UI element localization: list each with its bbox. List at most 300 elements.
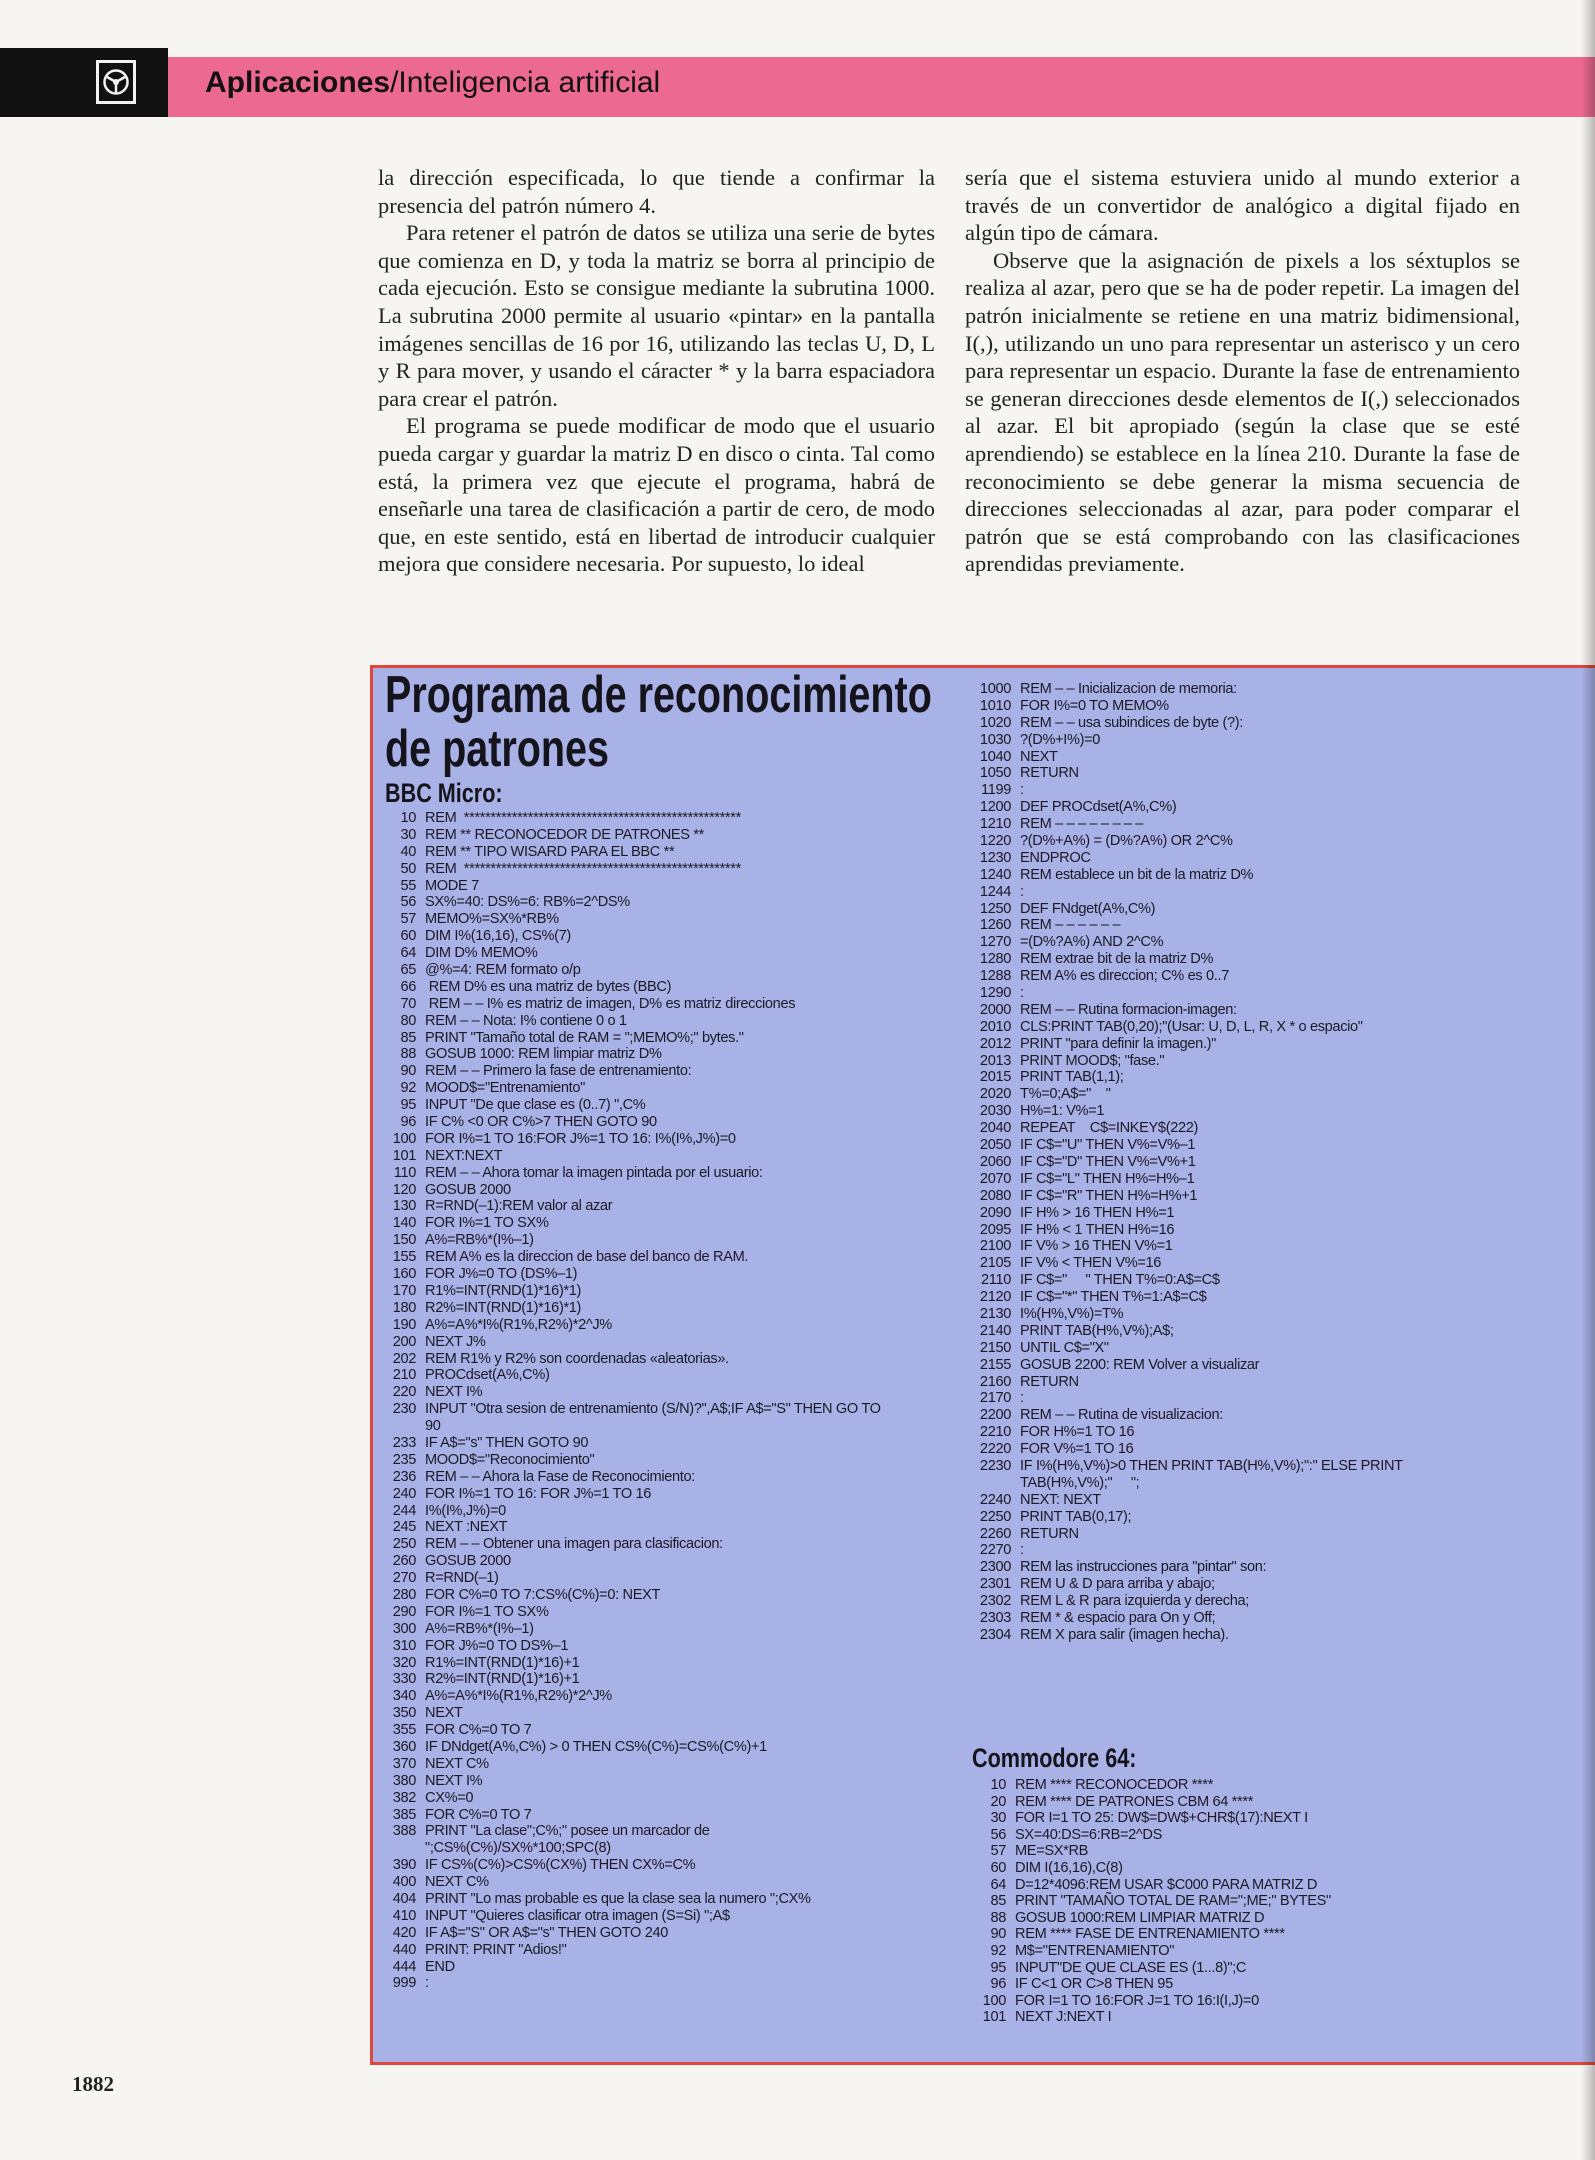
code-text: IF C<1 OR C>8 THEN 95 <box>1015 1976 1173 1993</box>
code-text: REM ** TIPO WISARD PARA EL BBC ** <box>425 843 675 860</box>
line-number: 65 <box>400 962 416 979</box>
section-title <box>205 63 660 103</box>
code-text: IF C$="*" THEN T%=1:A$=C$ <box>1020 1289 1207 1306</box>
code-line <box>964 1441 1403 1458</box>
code-text: FOR I%=0 TO MEMO% <box>1020 697 1169 714</box>
code-text: CLS:PRINT TAB(0,20);"(Usar: U, D, L, R, X * o espacio" <box>1020 1018 1363 1035</box>
code-line <box>964 1374 1403 1391</box>
code-line <box>378 827 881 844</box>
code-line <box>964 681 1403 698</box>
line-number: 1270 <box>979 934 1011 951</box>
line-number: 190 <box>392 1316 416 1333</box>
code-text: REM – – Inicializacion de memoria: <box>1020 681 1237 697</box>
line-number: 80 <box>400 1012 416 1029</box>
page-edge-shadow <box>1581 0 1595 2160</box>
code-text: NEXT I% <box>425 1384 483 1401</box>
line-number: 2230 <box>979 1457 1011 1474</box>
line-number: 160 <box>392 1266 416 1283</box>
steering-wheel-icon <box>96 60 136 104</box>
code-line <box>378 1165 881 1182</box>
line-number: 56 <box>990 1826 1006 1843</box>
code-text: REM A% es la direccion de base del banco de RAM. <box>425 1249 749 1266</box>
code-line <box>378 894 881 911</box>
line-number: 999 <box>392 1975 416 1992</box>
line-number: 88 <box>400 1046 416 1063</box>
code-text: IF A$="s" THEN GOTO 90 <box>425 1434 589 1451</box>
code-line <box>378 1148 881 1165</box>
line-number: 235 <box>392 1451 416 1468</box>
code-text: IF V% > 16 THEN V%=1 <box>1020 1238 1173 1255</box>
code-text: R=RND(–1) <box>425 1570 499 1587</box>
code-line <box>378 1536 881 1553</box>
code-line <box>964 1424 1403 1441</box>
code-line <box>378 861 881 878</box>
code-line <box>964 1943 1331 1960</box>
code-line <box>378 1131 881 1148</box>
code-line <box>378 1198 881 1215</box>
code-text: INPUT "Quieres clasificar otra imagen (S=Si) ";A$ <box>425 1907 730 1924</box>
code-line <box>378 1063 881 1080</box>
code-text: FOR V%=1 TO 16 <box>1020 1441 1134 1458</box>
line-number: 230 <box>392 1401 416 1418</box>
code-line <box>964 1154 1403 1171</box>
code-text: PRINT "TAMAÑO TOTAL DE RAM=";ME;" BYTES" <box>1015 1893 1331 1910</box>
code-line <box>378 1046 881 1063</box>
code-line <box>964 1475 1403 1492</box>
code-line <box>964 1542 1403 1559</box>
code-text: D=12*4096:REM USAR $C000 PARA MATRIZ D <box>1015 1876 1318 1893</box>
code-line <box>964 1069 1403 1086</box>
code-text: IF A$="S" OR A$="s" THEN GOTO 240 <box>425 1924 669 1941</box>
code-line <box>964 1222 1403 1239</box>
line-number: 1280 <box>979 951 1011 968</box>
line-number: 2130 <box>979 1305 1011 1322</box>
page-number: 1882 <box>72 2072 114 2096</box>
code-text: RETURN <box>1020 1373 1079 1390</box>
line-number: 410 <box>392 1907 416 1924</box>
line-number: 1244 <box>979 883 1011 900</box>
code-line <box>964 1893 1331 1910</box>
code-text: IF C$="R" THEN H%=H%+1 <box>1020 1187 1198 1204</box>
code-text: GOSUB 2200: REM Volver a visualizar <box>1020 1356 1260 1373</box>
code-text: NEXT I% <box>425 1772 483 1789</box>
code-text: REM – – Rutina de visualizacion: <box>1020 1407 1223 1424</box>
code-text: R2%=INT(RND(1)*16)+1 <box>425 1671 580 1688</box>
code-line <box>964 1188 1403 1205</box>
code-line <box>964 1509 1403 1526</box>
line-number: 388 <box>392 1823 416 1840</box>
line-number: 2015 <box>979 1069 1011 1086</box>
line-number: 2260 <box>979 1525 1011 1542</box>
line-number: 2050 <box>979 1137 1011 1154</box>
line-number: 200 <box>392 1333 416 1350</box>
code-text: IF H% > 16 THEN H%=1 <box>1020 1204 1175 1221</box>
code-text: REM – – Rutina formacion-imagen: <box>1020 1001 1237 1018</box>
line-number: 10 <box>400 810 416 826</box>
paragraph: la dirección especificada, lo que tiende a confirmar la presencia del patrón número 4. <box>378 165 935 218</box>
line-number: 2120 <box>979 1289 1011 1306</box>
line-number: 101 <box>982 2009 1006 2026</box>
line-number: 380 <box>392 1772 416 1789</box>
line-number: 30 <box>990 1810 1006 1827</box>
code-line <box>964 1794 1331 1811</box>
line-number: 320 <box>392 1654 416 1671</box>
line-number: 2220 <box>979 1441 1011 1458</box>
code-line <box>378 1418 881 1435</box>
code-line <box>964 934 1403 951</box>
line-number: 90 <box>990 1926 1006 1943</box>
code-line <box>964 1053 1403 1070</box>
code-text: R=RND(–1):REM valor al azar <box>425 1198 613 1215</box>
code-text: I%(H%,V%)=T% <box>1020 1305 1124 1322</box>
line-number: 1020 <box>979 714 1011 731</box>
code-text: FOR J%=0 TO (DS%–1) <box>425 1266 578 1283</box>
code-line <box>378 1722 881 1739</box>
code-line <box>378 962 881 979</box>
code-text: : <box>425 1975 429 1992</box>
line-number: 90 <box>400 1063 416 1080</box>
line-number: 155 <box>392 1249 416 1266</box>
code-line <box>964 816 1403 833</box>
line-number: 1240 <box>979 866 1011 883</box>
code-text: FOR I=1 TO 25: DW$=DW$+CHR$(17):NEXT I <box>1015 1810 1308 1827</box>
code-text: DIM I%(16,16), CS%(7) <box>425 928 571 945</box>
code-text: FOR J%=0 TO DS%–1 <box>425 1637 569 1654</box>
code-text: FOR C%=0 TO 7 <box>425 1806 532 1823</box>
bbc-code-listing-continued <box>964 681 1403 1644</box>
code-text: FOR C%=0 TO 7 <box>425 1722 532 1739</box>
code-line <box>378 996 881 1013</box>
line-number: 88 <box>990 1909 1006 1926</box>
line-number: 355 <box>392 1722 416 1739</box>
line-number: 382 <box>392 1789 416 1806</box>
line-number: 250 <box>392 1536 416 1553</box>
line-number: 2300 <box>979 1559 1011 1576</box>
code-line <box>964 1289 1403 1306</box>
code-line <box>378 810 881 827</box>
code-text: A%=A%*I%(R1%,R2%)*2^J% <box>425 1316 612 1333</box>
line-number: 1230 <box>979 849 1011 866</box>
line-number: 2140 <box>979 1322 1011 1339</box>
code-text: REM – – Primero la fase de entrenamiento: <box>425 1063 692 1080</box>
code-text: REPEAT C$=INKEY$(222) <box>1020 1120 1199 1137</box>
code-line <box>964 1458 1403 1475</box>
code-line <box>378 1908 881 1925</box>
code-line <box>964 732 1403 749</box>
code-text: R1%=INT(RND(1)*16)+1 <box>425 1654 580 1671</box>
line-number: 96 <box>990 1976 1006 1993</box>
code-line <box>964 951 1403 968</box>
code-line <box>964 1137 1403 1154</box>
line-number: 110 <box>393 1164 416 1181</box>
code-line <box>378 1587 881 1604</box>
code-text: ?(D%+I%)=0 <box>1020 731 1101 748</box>
code-text: INPUT "Otra sesion de entrenamiento (S/N)?",A$;IF A$="S" THEN GO TO <box>425 1401 881 1418</box>
code-line <box>964 1120 1403 1137</box>
code-text: REM ** RECONOCEDOR DE PATRONES ** <box>425 826 705 843</box>
line-number: 2250 <box>979 1508 1011 1525</box>
code-line <box>378 1553 881 1570</box>
code-line <box>378 1942 881 1959</box>
line-number: 2160 <box>979 1373 1011 1390</box>
line-number: 1288 <box>979 968 1011 985</box>
code-text: H%=1: V%=1 <box>1020 1103 1105 1120</box>
code-text: FOR C%=0 TO 7:CS%(C%)=0: NEXT <box>425 1586 661 1603</box>
code-line <box>964 1810 1331 1827</box>
line-number: 2095 <box>979 1221 1011 1238</box>
line-number: 270 <box>392 1570 416 1587</box>
code-line <box>964 1627 1403 1644</box>
code-line <box>964 1860 1331 1877</box>
code-line <box>964 1103 1403 1120</box>
code-line <box>378 1823 881 1840</box>
code-text: REM – – Ahora tomar la imagen pintada por el usuario: <box>425 1164 763 1181</box>
line-number: 50 <box>400 860 416 877</box>
line-number: 1040 <box>979 748 1011 765</box>
paragraph: Para retener el patrón de datos se utiliza una serie de bytes que comienza en D, y toda la matriz se borra al principio de cada ejecución. Esto se consigue mediante la subrutina 1000. La subrutina 2000 permite al usuario «pintar» en la pantalla imágenes sencillas de 16 por 16, utilizando las teclas U, D, L y R para mover, y usando el cáracter * y la barra espaciadora para crear el patrón. <box>378 220 935 411</box>
code-text: SX=40:DS=6:RB=2^DS <box>1015 1826 1162 1843</box>
code-line <box>964 2009 1331 2026</box>
code-text: REM extrae bit de la matriz D% <box>1020 951 1214 968</box>
line-number: 236 <box>392 1468 416 1485</box>
line-number: 210 <box>392 1367 416 1384</box>
section-title-rest: /Inteligencia artificial <box>390 66 661 99</box>
code-line <box>964 1171 1403 1188</box>
bbc-heading: BBC Micro: <box>385 778 503 808</box>
code-text: PROCdset(A%,C%) <box>425 1367 550 1384</box>
code-text: REM **************************************************** <box>425 810 741 826</box>
code-text: IF C$="U" THEN V%=V%–1 <box>1020 1137 1196 1154</box>
code-text: REM **** RECONOCEDOR **** <box>1015 1777 1214 1793</box>
code-text: RETURN <box>1020 765 1079 782</box>
code-line <box>964 1306 1403 1323</box>
code-line <box>964 901 1403 918</box>
code-line <box>378 1975 881 1992</box>
code-text: IF C$=" " THEN T%=0:A$=C$ <box>1020 1272 1220 1289</box>
code-text: REM establece un bit de la matriz D% <box>1020 866 1254 883</box>
line-number: 1199 <box>981 782 1011 799</box>
line-number: 2090 <box>979 1204 1011 1221</box>
line-number: 1200 <box>979 799 1011 816</box>
line-number: 66 <box>400 978 416 995</box>
code-line <box>964 1777 1331 1794</box>
code-text: PRINT "La clase";C%;" posee un marcador de <box>425 1823 710 1840</box>
line-number: 290 <box>392 1603 416 1620</box>
code-text: DIM D% MEMO% <box>425 945 538 962</box>
code-line <box>964 1323 1403 1340</box>
code-text: INPUT"DE QUE CLASE ES (1...8)";C <box>1015 1959 1247 1976</box>
code-text: REM – – usa subindices de byte (?): <box>1020 714 1243 731</box>
line-number: 57 <box>990 1843 1006 1860</box>
code-text: ";CS%(C%)/SX%*100;SPC(8) <box>425 1840 611 1857</box>
code-text: IF C$="L" THEN H%=H%–1 <box>1020 1170 1195 1187</box>
line-number: 150 <box>392 1232 416 1249</box>
code-text: PRINT "Tamaño total de RAM = ";MEMO%;" bytes." <box>425 1029 744 1046</box>
line-number: 244 <box>392 1502 416 1519</box>
code-text: MODE 7 <box>425 877 479 894</box>
code-text: : <box>1020 1390 1024 1407</box>
code-line <box>964 884 1403 901</box>
code-text: TAB(H%,V%);" "; <box>1020 1474 1140 1491</box>
code-line <box>964 1407 1403 1424</box>
code-text: SX%=40: DS%=6: RB%=2^DS% <box>425 894 630 911</box>
code-text: NEXT :NEXT <box>425 1519 508 1536</box>
code-line <box>378 945 881 962</box>
line-number: 2012 <box>979 1035 1011 1052</box>
code-line <box>964 1610 1403 1627</box>
listing-title-line1: Programa de reconocimiento <box>385 666 932 724</box>
code-text: GOSUB 2000 <box>425 1181 511 1198</box>
line-number: 2150 <box>979 1339 1011 1356</box>
line-number: 64 <box>990 1876 1006 1893</box>
code-line <box>378 1756 881 1773</box>
code-line <box>378 1807 881 1824</box>
code-line <box>378 1030 881 1047</box>
code-line <box>964 1526 1403 1543</box>
line-number: 56 <box>400 894 416 911</box>
line-number: 2155 <box>979 1356 1011 1373</box>
line-number: 2070 <box>979 1170 1011 1187</box>
code-line <box>378 1249 881 1266</box>
code-text: PRINT "Lo mas probable es que la clase sea la numero ";CX% <box>425 1891 811 1907</box>
code-line <box>378 1638 881 1655</box>
line-number: 300 <box>392 1620 416 1637</box>
code-line <box>378 1266 881 1283</box>
line-number: 385 <box>392 1806 416 1823</box>
code-line <box>378 878 881 895</box>
code-line <box>964 1390 1403 1407</box>
line-number: 100 <box>982 1992 1006 2009</box>
line-number: 1000 <box>979 681 1011 697</box>
code-line <box>964 1976 1331 1993</box>
code-line <box>378 1891 881 1908</box>
line-number: 440 <box>392 1941 416 1958</box>
line-number: 180 <box>392 1299 416 1316</box>
code-text: REM D% es una matriz de bytes (BBC) <box>425 978 672 995</box>
code-text: REM – – Nota: I% contiene 0 o 1 <box>425 1012 627 1029</box>
code-text: MOOD$="Reconocimiento" <box>425 1451 595 1468</box>
listing-title <box>385 668 932 776</box>
code-line <box>378 1232 881 1249</box>
code-text: GOSUB 1000: REM limpiar matriz D% <box>425 1046 662 1063</box>
code-text: A%=RB%*(I%–1) <box>425 1620 534 1637</box>
code-text: MEMO%=SX%*RB% <box>425 911 559 928</box>
code-line <box>378 1317 881 1334</box>
code-text: REM R1% y R2% son coordenadas «aleatorias». <box>425 1350 729 1367</box>
line-number: 95 <box>990 1959 1006 1976</box>
code-text: REM las instrucciones para "pintar" son: <box>1020 1559 1267 1576</box>
code-line <box>378 1671 881 1688</box>
c64-code-listing <box>964 1777 1331 2026</box>
line-number: 70 <box>400 995 416 1012</box>
bbc-code-listing <box>378 810 881 1992</box>
code-line <box>964 715 1403 732</box>
line-number: 20 <box>990 1793 1006 1810</box>
code-line <box>378 928 881 945</box>
code-line <box>964 867 1403 884</box>
code-line <box>964 782 1403 799</box>
code-line <box>378 1097 881 1114</box>
code-line <box>964 1340 1403 1357</box>
code-line <box>964 833 1403 850</box>
line-number: 30 <box>400 826 416 843</box>
line-number: 370 <box>392 1755 416 1772</box>
line-number: 1220 <box>979 833 1011 850</box>
code-text: =(D%?A%) AND 2^C% <box>1020 934 1164 951</box>
line-number: 92 <box>990 1942 1006 1959</box>
code-text: REM L & R para izquierda y derecha; <box>1020 1593 1249 1610</box>
code-text: NEXT C% <box>425 1874 489 1891</box>
code-text: NEXT J% <box>425 1333 486 1350</box>
line-number: 10 <box>990 1777 1006 1793</box>
code-text: IF DNdget(A%,C%) > 0 THEN CS%(C%)=CS%(C%)+1 <box>425 1738 767 1755</box>
paragraph: Observe que la asignación de pixels a los séxtuplos se realiza al azar, pero que se ha de poder repetir. La imagen del patrón inicialmente se retiene en una matriz bidimensional, I(,), utilizando un uno para representar un asterisco y un cero para representar un espacio. Durante la fase de entrenamiento se generan direcciones desde elementos de I(,) seleccionados al azar. El bit apropiado (según la clase que se esté aprendiendo) se establece en la línea 210. Durante la fase de reconocimiento se debe generar la misma secuencia de direcciones seleccionadas al azar, para poder comparar el patrón que se está comprobando con las clasificaciones aprendidas previamente. <box>965 247 1520 577</box>
code-text: REM A% es direccion; C% es 0..7 <box>1020 968 1229 985</box>
code-line <box>378 1215 881 1232</box>
code-line <box>964 1036 1403 1053</box>
code-line <box>964 799 1403 816</box>
line-number: 2013 <box>979 1052 1011 1069</box>
line-number: 360 <box>392 1738 416 1755</box>
code-text: FOR I%=1 TO 16:FOR J%=1 TO 16: I%(I%,J%)=0 <box>425 1130 736 1147</box>
code-text: REM U & D para arriba y abajo; <box>1020 1576 1215 1593</box>
code-text: ME=SX*RB <box>1015 1843 1089 1860</box>
code-text: GOSUB 2000 <box>425 1553 511 1570</box>
code-line <box>964 1002 1403 1019</box>
code-text: REM **************************************************** <box>425 860 741 877</box>
code-text: : <box>1020 1542 1024 1559</box>
code-text: T%=0;A$=" " <box>1020 1086 1111 1103</box>
line-number <box>378 1418 416 1435</box>
code-line <box>378 1621 881 1638</box>
line-number: 444 <box>392 1958 416 1975</box>
code-line <box>964 1593 1403 1610</box>
line-number: 1260 <box>979 917 1011 934</box>
code-line <box>964 1357 1403 1374</box>
code-line <box>964 1019 1403 1036</box>
line-number: 40 <box>400 843 416 860</box>
code-line <box>964 850 1403 867</box>
line-number: 2301 <box>979 1576 1011 1593</box>
listing-title-line2: de patrones <box>385 720 609 778</box>
code-line <box>964 1238 1403 1255</box>
code-line <box>378 911 881 928</box>
code-text: FOR H%=1 TO 16 <box>1020 1424 1135 1441</box>
code-line <box>964 1910 1331 1927</box>
line-number: 240 <box>392 1485 416 1502</box>
code-line <box>964 765 1403 782</box>
line-number: 400 <box>392 1874 416 1891</box>
line-number: 390 <box>392 1857 416 1874</box>
code-text: NEXT <box>1020 748 1058 765</box>
line-number: 280 <box>392 1586 416 1603</box>
code-line <box>964 1492 1403 1509</box>
code-line <box>378 1080 881 1097</box>
code-line <box>378 1705 881 1722</box>
code-text: REM – – – – – – – – <box>1020 816 1144 833</box>
line-number: 310 <box>392 1637 416 1654</box>
code-text: DEF PROCdset(A%,C%) <box>1020 799 1177 816</box>
code-line <box>964 1843 1331 1860</box>
line-number: 2210 <box>979 1424 1011 1441</box>
line-number: 120 <box>392 1181 416 1198</box>
paragraph: sería que el sistema estuviera unido al mundo exterior a través de un convertidor de analógico a digital fijado en algún tipo de cámara. <box>965 165 1520 246</box>
line-number: 260 <box>392 1553 416 1570</box>
code-line <box>378 1655 881 1672</box>
line-number <box>378 1840 416 1857</box>
line-number: 202 <box>392 1350 416 1367</box>
line-number: 130 <box>392 1198 416 1215</box>
